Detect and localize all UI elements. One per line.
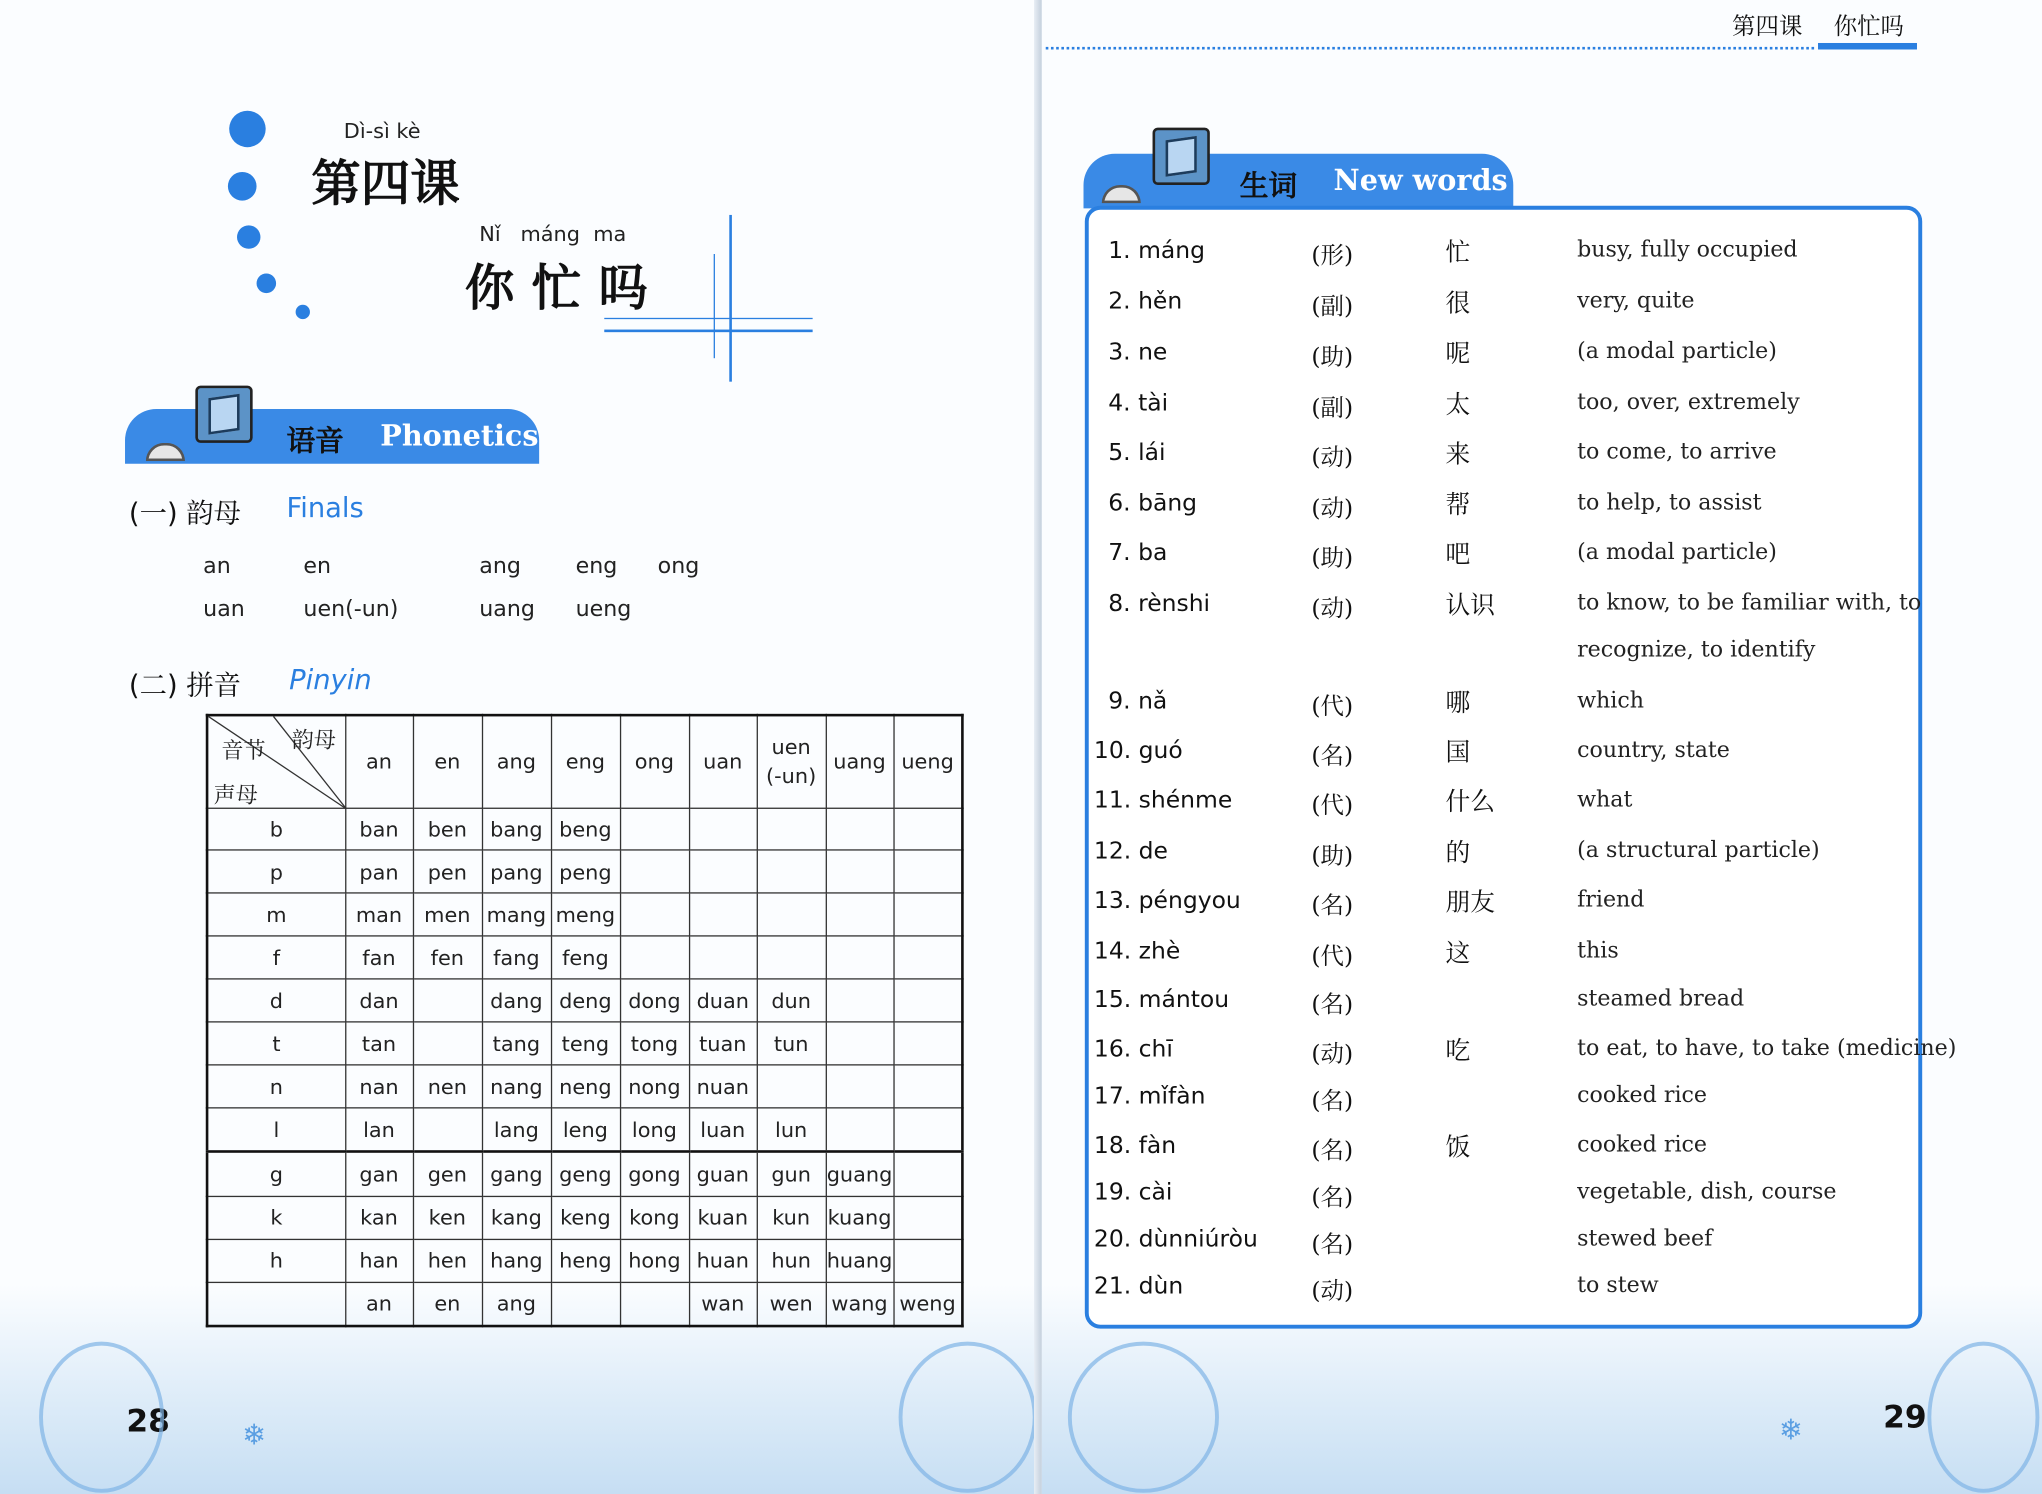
table-cell: fan [345,936,413,979]
table-cell [413,1108,482,1152]
word-pinyin: 5. lái [1108,438,1166,467]
table-cell: men [413,893,482,936]
table-cell [826,1108,894,1152]
table-row [207,1239,962,1282]
word-part-of-speech: (助) [1311,842,1354,871]
word-hanzi: 朋友 [1445,888,1496,918]
table-initial-cell: p [207,851,345,894]
table-cell: hun [757,1239,826,1282]
table-cell: long [620,1108,689,1152]
table-cell [893,979,962,1022]
word-hanzi: 国 [1445,738,1471,768]
table-cell: luan [689,1108,757,1152]
table-cell [826,808,894,851]
table-cell: dun [757,979,826,1022]
decor-wave [1068,1342,1219,1493]
pinyin-heading-en: Pinyin [289,664,372,696]
table-cell: neng [551,1065,620,1108]
word-part-of-speech: (动) [1311,595,1354,623]
table-cell: dang [482,979,551,1022]
table-cell [893,851,962,894]
corner-label-final: 韵母 [291,728,336,755]
word-pinyin: 15. mántou [1093,986,1230,1014]
table-cell: feng [551,936,620,979]
word-part-of-speech: (名) [1311,742,1354,770]
word-meaning: which [1577,687,1645,714]
decor-line [714,254,715,358]
table-corner-cell [207,715,345,807]
word-hanzi: 忙 [1445,238,1471,268]
table-cell: keng [551,1196,620,1239]
snowflake-icon: ❄ [242,1419,267,1453]
table-cell: beng [551,808,620,851]
header-title: 你忙吗 [1833,13,1904,41]
table-cell: an [345,1282,413,1326]
table-cell: gang [482,1152,551,1196]
table-cell: gong [620,1152,689,1196]
finals-heading: (一) 韵母 [128,497,242,529]
table-row [207,1152,962,1196]
word-meaning: friend [1577,887,1645,914]
word-meaning: to stew [1577,1272,1659,1299]
word-meaning: this [1577,937,1619,964]
word-meaning: (a structural particle) [1577,837,1820,864]
table-cell [757,808,826,851]
table-cell [893,1152,962,1196]
table-cell: ben [413,808,482,851]
word-meaning: country, state [1577,737,1730,764]
section-tab-phonetics [125,409,539,464]
word-hanzi: 来 [1445,440,1471,469]
lesson-title: 第四课 [311,153,460,213]
table-cell: kang [482,1196,551,1239]
final-item: uang [479,596,535,623]
section-title-en: New words [1333,164,1508,198]
table-cell: gen [413,1152,482,1196]
table-cell: deng [551,979,620,1022]
word-meaning: what [1577,786,1633,813]
table-cell [826,1022,894,1065]
table-column-header: ang [482,715,551,807]
table-cell [826,936,894,979]
word-meaning: very, quite [1577,287,1695,314]
table-cell: ang [482,1282,551,1326]
word-hanzi: 太 [1445,390,1471,420]
table-cell: nan [345,1065,413,1108]
table-column-header: ong [620,715,689,807]
final-item: an [203,553,231,580]
word-part-of-speech: (代) [1311,692,1354,721]
table-cell [893,1065,962,1108]
word-hanzi: 认识 [1445,591,1496,621]
pinyin-heading: (二) 拼音 [128,669,242,701]
word-hanzi: 这 [1445,939,1471,968]
table-cell: mang [482,893,551,936]
table-cell: en [413,1282,482,1326]
decor-dot [237,225,260,248]
word-meaning: stewed beef [1577,1225,1713,1252]
word-meaning: (a modal particle) [1577,539,1777,566]
page-number: 28 [126,1402,170,1440]
word-hanzi: 的 [1445,838,1471,868]
word-meaning: busy, fully occupied [1577,237,1798,264]
final-item: uan [203,596,245,623]
table-row [207,893,962,936]
table-cell [689,936,757,979]
word-part-of-speech: (助) [1311,544,1354,572]
table-initial-cell: b [207,808,345,851]
table-cell: kun [757,1196,826,1239]
corner-label-syllable: 音节 [221,738,266,765]
word-pinyin: 7. ba [1108,539,1168,567]
table-cell [551,1282,620,1326]
word-part-of-speech: (助) [1311,343,1354,372]
table-column-header: ueng [893,715,962,807]
table-column-header: uang [826,715,894,807]
word-part-of-speech: (副) [1311,293,1354,321]
table-cell: lun [757,1108,826,1152]
word-part-of-speech: (形) [1311,242,1354,270]
table-initial-cell: h [207,1239,345,1282]
word-pinyin: 6. bāng [1108,489,1198,518]
word-meaning: too, over, extremely [1577,389,1800,416]
decor-line [604,330,812,333]
table-cell: dan [345,979,413,1022]
word-pinyin: 16. chī [1093,1035,1173,1063]
table-cell [413,979,482,1022]
table-cell [689,808,757,851]
word-part-of-speech: (名) [1311,1137,1354,1165]
table-row [207,1108,962,1152]
word-hanzi: 吃 [1445,1036,1471,1066]
word-hanzi: 饭 [1445,1133,1471,1162]
table-row [207,1282,962,1326]
word-pinyin: 21. dùn [1093,1272,1184,1300]
table-cell [620,936,689,979]
table-initial-cell: f [207,936,345,979]
table-cell: wan [689,1282,757,1326]
table-cell [893,936,962,979]
word-meaning: steamed bread [1577,986,1745,1013]
table-cell [689,851,757,894]
table-cell [893,808,962,851]
word-hanzi: 呢 [1445,339,1471,369]
table-cell [893,1022,962,1065]
word-pinyin: 1. máng [1108,237,1206,265]
table-row [207,1196,962,1239]
table-initial-cell: t [207,1022,345,1065]
computer-icon [1153,128,1210,185]
word-pinyin: 9. nǎ [1108,687,1168,716]
table-cell: nuan [689,1065,757,1108]
word-hanzi: 哪 [1445,689,1471,718]
table-column-header: uan [689,715,757,807]
header-divider [1046,47,1814,50]
word-pinyin: 11. shénme [1093,786,1233,815]
table-cell: guan [689,1152,757,1196]
table-cell [689,893,757,936]
word-hanzi: 什么 [1445,788,1496,817]
word-pinyin: 8. rènshi [1108,590,1211,618]
table-cell: kong [620,1196,689,1239]
word-meaning: vegetable, dish, course [1577,1178,1837,1205]
table-initial-cell: n [207,1065,345,1108]
word-pinyin: 18. fàn [1093,1131,1177,1160]
table-cell [757,893,826,936]
final-item: ueng [575,596,632,623]
table-cell [757,851,826,894]
table-cell: tan [345,1022,413,1065]
finals-heading-en: Finals [286,492,364,524]
table-cell: pen [413,851,482,894]
table-cell: han [345,1239,413,1282]
decor-wave [1927,1342,2039,1493]
word-part-of-speech: (名) [1311,1184,1354,1212]
word-pinyin: 12. de [1093,837,1168,865]
word-meaning: cooked rice [1577,1131,1708,1159]
final-item: eng [575,553,618,580]
table-initial-cell: l [207,1108,345,1152]
word-meaning: recognize, to identify [1577,636,1816,664]
table-cell: wen [757,1282,826,1326]
table-cell: gun [757,1152,826,1196]
table-cell: gan [345,1152,413,1196]
word-part-of-speech: (代) [1311,943,1354,971]
table-initial-cell: k [207,1196,345,1239]
decor-line [604,318,812,319]
word-part-of-speech: (名) [1311,991,1354,1019]
word-pinyin: 13. péngyou [1093,887,1241,915]
header-lesson: 第四课 [1732,13,1803,41]
table-cell: dong [620,979,689,1022]
table-cell [620,893,689,936]
table-column-header: en [413,715,482,807]
table-cell [893,1196,962,1239]
table-initial-cell: d [207,979,345,1022]
table-row [207,936,962,979]
word-pinyin: 3. ne [1108,338,1168,367]
word-pinyin: 19. cài [1093,1178,1173,1207]
word-part-of-speech: (动) [1311,1277,1354,1306]
table-cell: tong [620,1022,689,1065]
section-tab-new-words [1084,154,1514,209]
table-cell [893,1108,962,1152]
table-cell: lan [345,1108,413,1152]
table-row [207,851,962,894]
table-cell: pang [482,851,551,894]
decor-dot [229,111,265,147]
table-cell: tuan [689,1022,757,1065]
table-cell [893,893,962,936]
table-cell: ken [413,1196,482,1239]
table-cell: peng [551,851,620,894]
table-cell: leng [551,1108,620,1152]
computer-icon [195,386,252,443]
corner-label-initial: 声母 [213,782,258,809]
table-initial-cell [207,1282,345,1326]
table-column-header: eng [551,715,620,807]
word-hanzi: 吧 [1445,540,1471,570]
table-cell: lang [482,1108,551,1152]
word-hanzi: 很 [1445,289,1471,318]
table-row [207,1022,962,1065]
table-column-header: uen (-un) [757,715,826,807]
decor-dot [257,274,277,294]
table-cell: tang [482,1022,551,1065]
table-cell: geng [551,1152,620,1196]
table-cell: kuan [689,1196,757,1239]
table-cell: kan [345,1196,413,1239]
word-meaning: to come, to arrive [1577,438,1777,466]
decor-wave [39,1342,164,1493]
table-row [207,979,962,1022]
table-cell: heng [551,1239,620,1282]
page-number: 29 [1883,1398,1927,1436]
word-part-of-speech: (名) [1311,1087,1354,1116]
word-pinyin: 2. hěn [1108,287,1183,316]
table-cell: duan [689,979,757,1022]
table-cell: teng [551,1022,620,1065]
word-meaning: to know, to be familiar with, to [1577,590,1922,617]
word-hanzi: 帮 [1445,491,1471,520]
table-cell: nang [482,1065,551,1108]
lesson-subtitle: 你 忙 吗 [464,257,648,317]
word-part-of-speech: (副) [1311,394,1354,423]
word-part-of-speech: (名) [1311,1230,1354,1259]
table-cell [413,1022,482,1065]
table-cell [757,1065,826,1108]
table-cell [893,1239,962,1282]
table-cell: pan [345,851,413,894]
decor-wave [899,1342,1037,1493]
table-cell: guang [826,1152,894,1196]
table-cell: wang [826,1282,894,1326]
table-cell [826,893,894,936]
table-header-row [207,715,962,807]
header-accent [1818,43,1917,50]
word-part-of-speech: (动) [1311,494,1354,523]
subtitle-pinyin: Nǐ máng ma [479,221,627,247]
table-cell [620,808,689,851]
word-meaning: to help, to assist [1577,489,1762,516]
table-cell: hang [482,1239,551,1282]
section-title-cn: 生词 [1239,169,1298,204]
table-cell: weng [893,1282,962,1326]
word-meaning: to eat, to have, to take (medicine) [1577,1035,1957,1062]
table-cell: fen [413,936,482,979]
table-cell: kuang [826,1196,894,1239]
vocab-box [1085,206,1922,1329]
word-pinyin: 10. guó [1093,737,1183,765]
word-part-of-speech: (代) [1311,791,1354,820]
table-cell [826,979,894,1022]
word-part-of-speech: (动) [1311,444,1354,472]
final-item: uen(-un) [303,596,399,623]
word-meaning: cooked rice [1577,1082,1708,1109]
decor-dot [228,172,257,201]
table-cell: ban [345,808,413,851]
final-item: ong [657,553,700,580]
table-initial-cell: g [207,1152,345,1196]
word-meaning: (a modal particle) [1577,338,1777,365]
table-row [207,1065,962,1108]
table-cell: huang [826,1239,894,1282]
table-row [207,808,962,851]
table-cell: huan [689,1239,757,1282]
table-column-header: an [345,715,413,807]
decor-dot [296,305,310,319]
pinyin-table [206,714,964,1328]
word-pinyin: 20. dùnniúròu [1093,1225,1258,1254]
snowflake-icon: ❄ [1778,1414,1803,1448]
table-cell: tun [757,1022,826,1065]
table-cell: meng [551,893,620,936]
final-item: en [303,553,332,580]
table-cell: man [345,893,413,936]
table-cell [620,851,689,894]
table-cell [757,936,826,979]
table-cell [826,1065,894,1108]
word-pinyin: 4. tài [1108,389,1169,417]
word-part-of-speech: (名) [1311,892,1354,920]
table-cell: bang [482,808,551,851]
table-cell: hong [620,1239,689,1282]
section-title-en: Phonetics [380,419,539,454]
word-pinyin: 14. zhè [1093,937,1181,966]
table-cell: nen [413,1065,482,1108]
word-pinyin: 17. mǐfàn [1093,1082,1206,1110]
final-item: ang [479,553,521,580]
word-part-of-speech: (动) [1311,1040,1354,1069]
decor-line [729,215,732,382]
table-cell [826,851,894,894]
table-cell: hen [413,1239,482,1282]
table-cell: nong [620,1065,689,1108]
section-title-cn: 语音 [286,424,344,459]
lesson-pinyin: Dì-sì kè [343,118,421,144]
table-cell [620,1282,689,1326]
table-cell: fang [482,936,551,979]
table-initial-cell: m [207,893,345,936]
